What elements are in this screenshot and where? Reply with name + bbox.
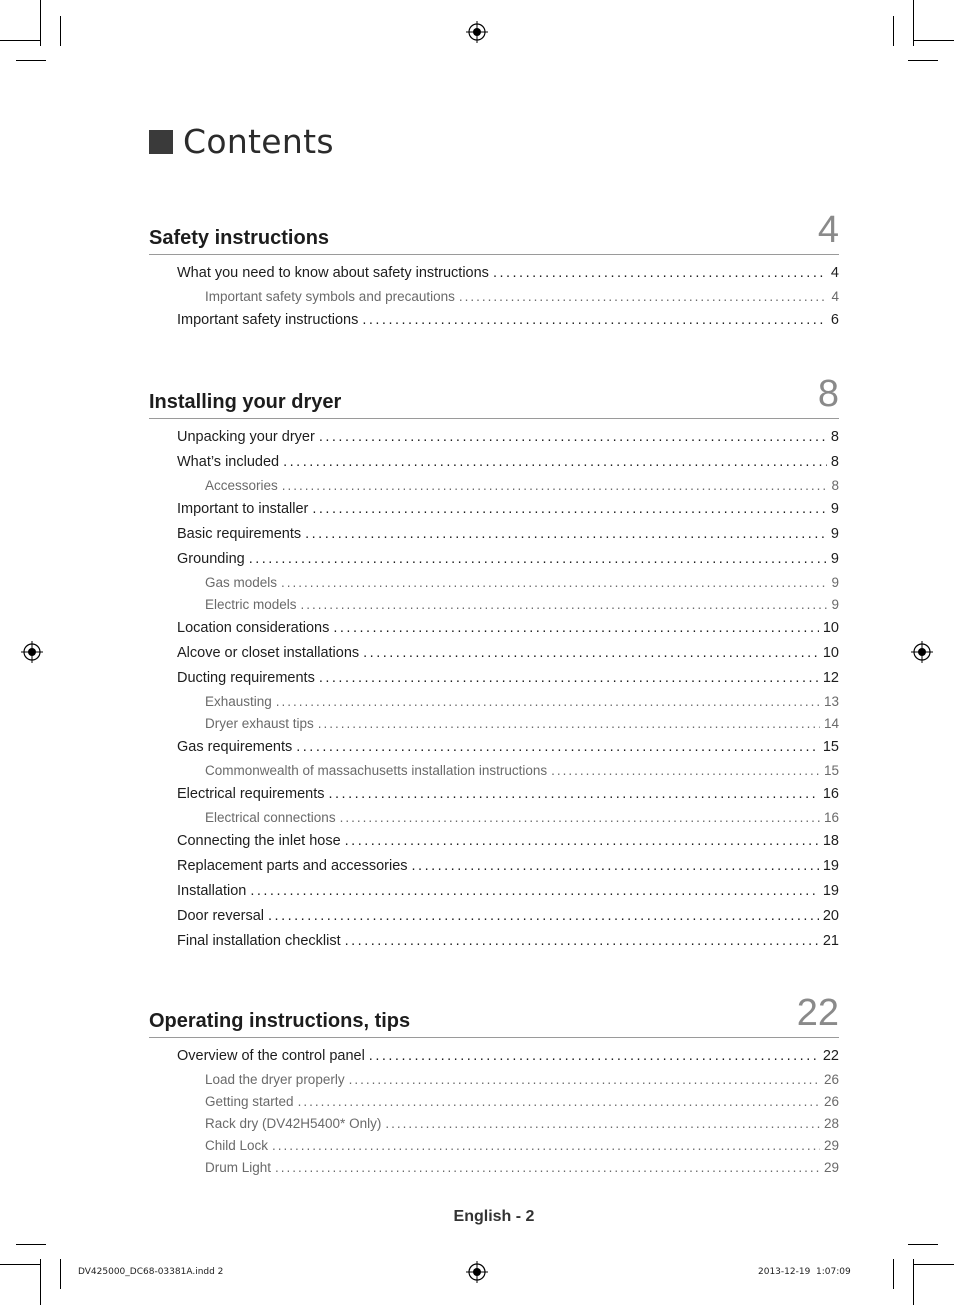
page-footer-label: English - 2 bbox=[453, 1208, 535, 1225]
section-header bbox=[149, 373, 839, 419]
section-title: Safety instructions bbox=[149, 227, 330, 249]
crop-mark bbox=[913, 1259, 914, 1305]
toc-entry[interactable]: Alcove or closet installations ..... 10 bbox=[149, 641, 839, 666]
toc-entry[interactable]: Replacement parts and accessories ..... 19 bbox=[149, 854, 839, 879]
toc-section-operating bbox=[149, 992, 839, 1179]
crop-mark bbox=[913, 1264, 954, 1265]
toc-entry[interactable]: Location considerations ..... 10 bbox=[149, 616, 839, 641]
print-slug-filename: DV425000_DC68-03381A.indd 2 bbox=[78, 1267, 224, 1277]
toc-entry[interactable]: Important to installer ..... 9 bbox=[149, 497, 839, 522]
toc-entry[interactable]: Ducting requirements ..... 12 bbox=[149, 666, 839, 691]
toc-entry[interactable]: Overview of the control panel ..... 22 bbox=[149, 1044, 839, 1069]
toc-subentry[interactable]: Load the dryer properly ..... 26 bbox=[149, 1069, 839, 1091]
toc-subentry[interactable]: Electrical connections ..... 16 bbox=[149, 807, 839, 829]
section-page-number: 8 bbox=[817, 373, 839, 415]
crop-mark bbox=[60, 16, 61, 46]
toc-entry-list bbox=[149, 425, 839, 954]
toc-entry[interactable]: Unpacking your dryer ..... 8 bbox=[149, 425, 839, 450]
toc-entry[interactable]: Door reversal ..... 20 bbox=[149, 904, 839, 929]
toc-entry[interactable]: Basic requirements ..... 9 bbox=[149, 522, 839, 547]
toc-subentry[interactable]: Child Lock ..... 29 bbox=[149, 1135, 839, 1157]
toc-entry[interactable]: Gas requirements ..... 15 bbox=[149, 735, 839, 760]
crop-mark bbox=[893, 1259, 894, 1289]
toc-subentry[interactable]: Important safety symbols and precautions ..... 4 bbox=[149, 286, 839, 308]
toc-subentry[interactable]: Accessories ..... 8 bbox=[149, 475, 839, 497]
toc-subentry[interactable]: Getting started ..... 26 bbox=[149, 1091, 839, 1113]
crop-mark bbox=[908, 1244, 938, 1245]
crop-mark bbox=[16, 1244, 46, 1245]
page-title-text: Contents bbox=[183, 122, 334, 161]
toc-subentry[interactable]: Electric models ..... 9 bbox=[149, 594, 839, 616]
toc-subentry[interactable]: Exhausting ..... 13 bbox=[149, 691, 839, 713]
crop-mark bbox=[40, 0, 41, 46]
toc-entry[interactable]: Installation ..... 19 bbox=[149, 879, 839, 904]
section-title: Installing your dryer bbox=[149, 391, 342, 413]
title-square-icon bbox=[149, 130, 173, 154]
section-page-number: 4 bbox=[817, 209, 839, 251]
section-title: Operating instructions, tips bbox=[149, 1010, 411, 1032]
toc-subentry[interactable]: Gas models ..... 9 bbox=[149, 572, 839, 594]
crop-mark bbox=[908, 60, 938, 61]
registration-mark-icon bbox=[911, 641, 933, 663]
section-page-number: 22 bbox=[796, 992, 839, 1034]
crop-mark bbox=[893, 16, 894, 46]
toc-subentry[interactable]: Rack dry (DV42H5400* Only) ..... 28 bbox=[149, 1113, 839, 1135]
crop-mark bbox=[40, 1259, 41, 1305]
toc-subentry[interactable]: Dryer exhaust tips ..... 14 bbox=[149, 713, 839, 735]
toc-section-installing bbox=[149, 373, 839, 954]
toc-entry[interactable]: Final installation checklist ..... 21 bbox=[149, 929, 839, 954]
toc-entry-list bbox=[149, 261, 839, 333]
registration-mark-icon bbox=[466, 1261, 488, 1283]
registration-mark-icon bbox=[466, 21, 488, 43]
toc-entry[interactable]: What’s included ..... 8 bbox=[149, 450, 839, 475]
toc-entry[interactable]: Connecting the inlet hose ..... 18 bbox=[149, 829, 839, 854]
toc-entry[interactable]: Electrical requirements ..... 16 bbox=[149, 782, 839, 807]
toc-subentry[interactable]: Drum Light ..... 29 bbox=[149, 1157, 839, 1179]
toc-section-safety bbox=[149, 209, 839, 333]
page-title bbox=[149, 122, 334, 161]
toc-entry-list bbox=[149, 1044, 839, 1179]
crop-mark bbox=[16, 60, 46, 61]
section-header bbox=[149, 209, 839, 255]
toc-entry[interactable]: Grounding ..... 9 bbox=[149, 547, 839, 572]
registration-mark-icon bbox=[21, 641, 43, 663]
toc-entry[interactable]: Important safety instructions ..... 6 bbox=[149, 308, 839, 333]
toc-subentry[interactable]: Commonwealth of massachusetts installation instructions ..... 15 bbox=[149, 760, 839, 782]
print-slug-timestamp: 2013-12-19 ￼￼ 1:07:09 bbox=[758, 1267, 851, 1277]
toc-entry[interactable]: What you need to know about safety instructions ..... 4 bbox=[149, 261, 839, 286]
section-header bbox=[149, 992, 839, 1038]
crop-mark bbox=[913, 40, 954, 41]
crop-mark bbox=[60, 1259, 61, 1289]
crop-mark bbox=[0, 1264, 40, 1265]
crop-mark bbox=[0, 40, 40, 41]
